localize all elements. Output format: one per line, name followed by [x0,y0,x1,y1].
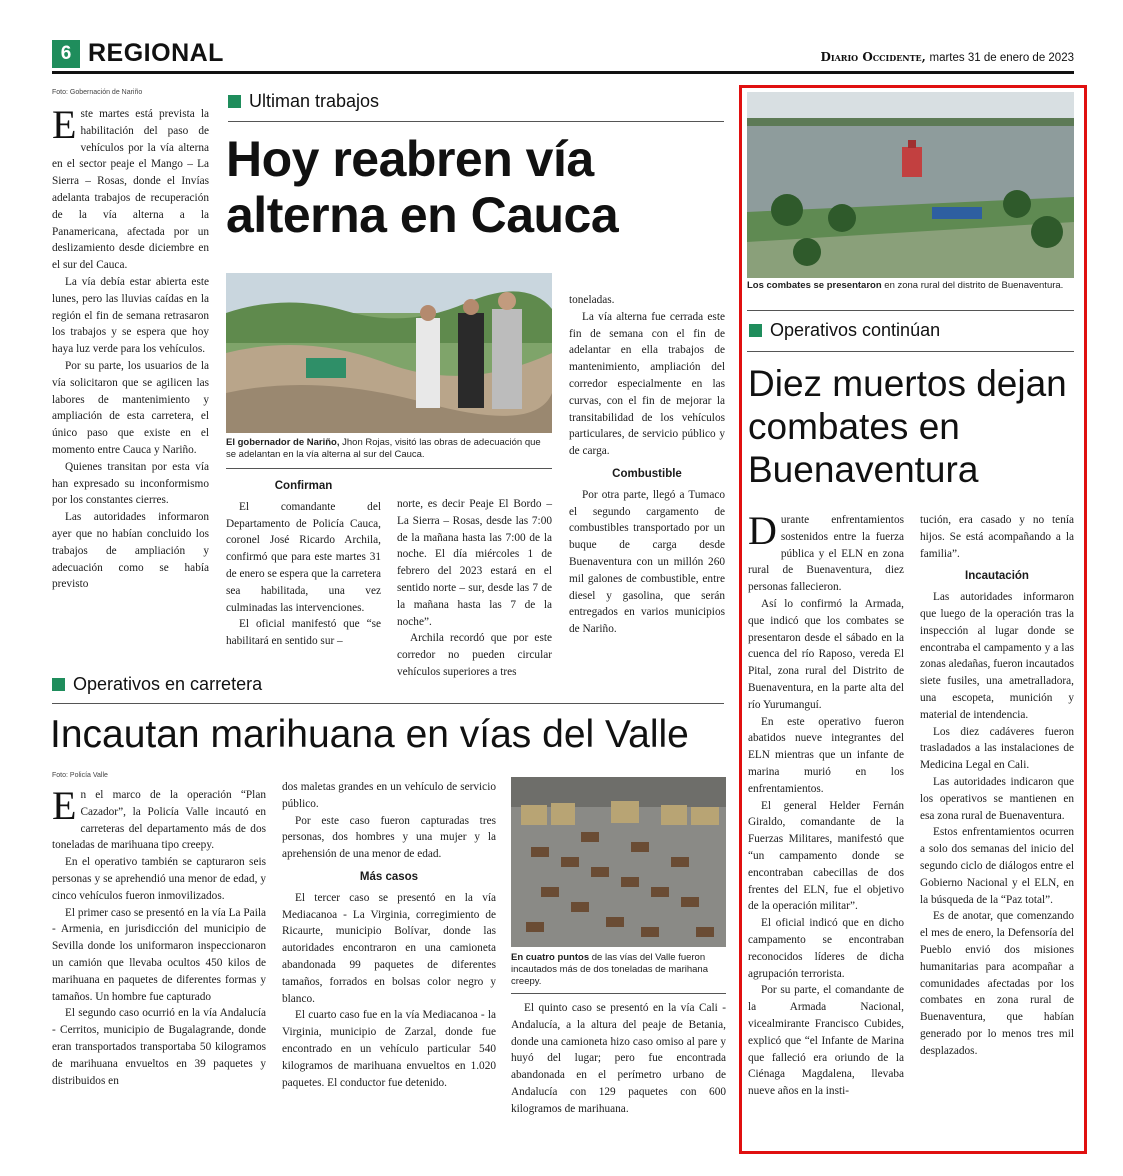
kicker-square-icon [228,95,241,108]
photo-governor [226,273,552,433]
subheading: Confirman [274,480,333,492]
section-title: REGIONAL [88,39,224,67]
article-column: El quinto caso se presentó en la vía Cali - Andalucía, a la altura del peaje de Betania, donde una camioneta hizo caso omiso al pare y huyó del lugar; pero fue encontrada abandonada en el perímetro urbano de Andalucía con 129 paquetes con 600 kilogramos de marihuana. [511,1002,726,1115]
headline: Hoy reabren vía alterna en Cauca [226,131,619,243]
caption-rule [511,993,726,994]
article-kicker: Operativos en carretera [52,674,262,695]
caption-rule [747,310,1074,311]
photo-credit: Foto: Policía Valle [52,772,108,779]
kicker-square-icon [749,324,762,337]
article-column: En el marco de la operación “Plan Cazador”, la Policía Valle incautó en carreteras del departamento más de dos toneladas de marihuana tipo creepy. En el operativo también se capturaron seis personas y se aprehendió una menor de edad, y cinco vehículos fueron inmovilizados. El primer caso se presentó en la vía La Paila - Armenia, en jurisdicción del municipio de Sevilla donde los uniformaron inspeccionaron un camión que llevaba ocultos 450 kilos de marihuana en paquetes de diferentes formas y tamaños. Un hombre fue capturado El segundo caso ocurrió en la vía Andalucía - Cerritos, municipio de Bugalagrande, donde eran transportados transportaba 50 kilogramos de marihuana envueltos en 39 paquetes y distribuidos en [52,783,266,1087]
subheading: Más casos [359,870,419,883]
kicker-square-icon [52,678,65,691]
kicker-rule [228,121,724,122]
article-column: Este martes está prevista la habilitación del paso de vehículos por la vía alterna en el sector peaje el Mango – La Sierra – Rosas, donde el Invías adelanta trabajos de recuperación de la vía alterna a la Panamericana, afectada por un deslizamiento desde diciembre en el sur del Cauca. La vía debía estar abierta este lunes, pero las lluvias caídas en la región el fin de semana retrasaron los trabajos y se espera que hoy haya luz verde para los vehículos. Por su parte, los usuarios de la vía solicitaron que se agilicen las labores de mantenimiento y ampliación de esta carretera, el único paso que existe en el momento entre Cauca y Nariño. Quienes transitan por esta vía han expresado su inconformismo por los constantes cierres. Las autoridades informaron ayer que no habían concluido los trabajos de ampliación y adecuación como se había previsto [52,102,209,591]
photo-caption: Los combates se presentaron en zona rural del distrito de Buenaventura. [747,280,1064,291]
caption-rule [226,468,552,469]
article-column: Durante enfrentamientos sostenidos entre la fuerza pública y el ELN en zona rural de Buenaventura, diez personas fallecieron. Así lo confirmó la Armada, que indicó que los combates se presentaron desde el sábado en la cuenca del río Raposo, vereda El Pital, zona rural del Distrito de Buenaventura, en la parte alta del río Yurumanguí. En este operativo fueron abatidos nueve integrantes del ELN mientras que un infante de marina murió en los enfrentamientos. El general Helder Fernán Giraldo, comandante de la Fuerzas Militares, manifestó que “un campamento donde se encontraban cabecillas de dos frentes del ELN, fue el objetivo de la operación militar”. El oficial indicó que en dicho campamento se encontraban reconocidos líderes de dicha agrupación terrorista. Por su parte, el comandante de la Armada Nacional, vicealmirante Francisco Cubides, explicó que “el Infante de Marina que falleció era oriundo de la Ciénaga Magdalena, llevaba nueve años en la insti- [748,508,904,1098]
headline: Incautan marihuana en vías del Valle [50,713,689,756]
article-column: Confirman El comandante del Departamento de Policía Cauca, coronel José Ricardo Archila, confirmó que para este martes 31 de enero se espera que la carretera sea habilitada, una vez culminadas las intervenciones. El oficial manifestó que “se habilitará en sentido sur – [226,480,381,648]
drop-cap: D [748,508,777,553]
subheading: Combustible [612,467,682,480]
article-column: toneladas. La vía alterna fue cerrada este fin de semana con el fin de adelantar en ella trabajos de mantenimiento, ampliación del corredor especialmente en las curvas, con el fin de mejorar la transitabilidad de los vehículos particulares, de servicio público y de carga. Combustible Por otra parte, llegó a Tumaco el segundo cargamento de combustibles transportado por un buque de carga desde Buenaventura con un millón 260 mil galones de combustible, entre diesel y gasolina, que serán entregados en varios municipios de Nariño. [569,294,725,636]
article-column: dos maletas grandes en un vehículo de servicio público. Por este caso fueron capturadas tres personas, dos hombres y una mujer y la aprehensión de una menor de edad. Más casos El tercer caso se presentó en la vía Mediacanoa - La Virginia, corregimiento de Ricaurte, municipio Bolívar, donde las autoridades encontraron en una camioneta abandonada 99 paquetes de diferentes tamaños, forrados en bolsas color negro y blanco. El cuarto caso fue en la vía Mediacanoa - la Virginia, municipio de Zarzal, donde fue encontrado en un vehículo particular 540 kilogramos de marihuana envueltos en 1.020 paquetes. El conductor fue detenido. [282,781,496,1089]
photo-credit: Foto: Gobernación de Nariño [52,89,143,96]
article-kicker: Ultiman trabajos [228,91,379,112]
photo-seized-packages [511,777,726,947]
photo-caption: En cuatro puntos de las vías del Valle fueron incautados más de dos toneladas de marihana creepy. [511,952,708,987]
drop-cap: E [52,783,77,828]
header-rule [52,71,1074,74]
paper-info [820,50,1074,64]
issue-date: martes 31 de enero de 2023 [929,52,1074,64]
article-kicker: Operativos continúan [749,320,940,341]
headline: Diez muertos dejan combates en Buenaventura [748,363,1067,490]
photo-buenaventura [747,92,1074,278]
page-header [52,40,1074,74]
drop-cap: E [52,102,77,147]
article-column: norte, es decir Peaje El Bordo – La Sierra – Rosas, desde las 7:00 de la mañana hasta las 7:00 de la noche. El día miércoles 1 de febrero del 2023 estará en el sentido norte – sur, desde las 7 de la mañana hasta las 7 de la noche”. Archila recordó que por este corredor no pueden circular vehículos superiores a tres [397,498,552,678]
kicker-rule [747,351,1074,352]
subheading: Incautación [965,570,1029,583]
photo-caption: El gobernador de Nariño, Jhon Rojas, visitó las obras de adecuación que se adelantan en la vía alterna al sur del Cauca. [226,437,541,460]
paper-name: Diario Occidente, [820,50,926,64]
article-column: tución, era casado y no tenía hijos. Se está acompañando a la familia”. Incautación Las autoridades informaron que luego de la operación tras la inspección al lugar donde se encontraba el campamento y a las zonas aledañas, fueron incautados siete fusiles, una ametralladora, una escopeta, munición y material de intendencia. Los diez cadáveres fueron trasladados a las instalaciones de Medicina Legal en Cali. Las autoridades indicaron que los operativos se mantienen en esa zona rural de Buenaventura. Estos enfrentamientos ocurren a solo dos semanas del inicio del segundo ciclo de diálogos entre el Gobierno Nacional y el ELN, en la búsqueda de la “Paz total”. Es de anotar, que comenzando el mes de enero, la Defensoría del Pueblo envió dos misiones humanitarias para acompañar a comunidades afectadas por los combates en zona rural de Buenaventura, que habían generado por lo menos tres mil desplazados. [920,514,1074,1057]
page-number: 6 [52,40,80,68]
kicker-rule [52,703,724,704]
